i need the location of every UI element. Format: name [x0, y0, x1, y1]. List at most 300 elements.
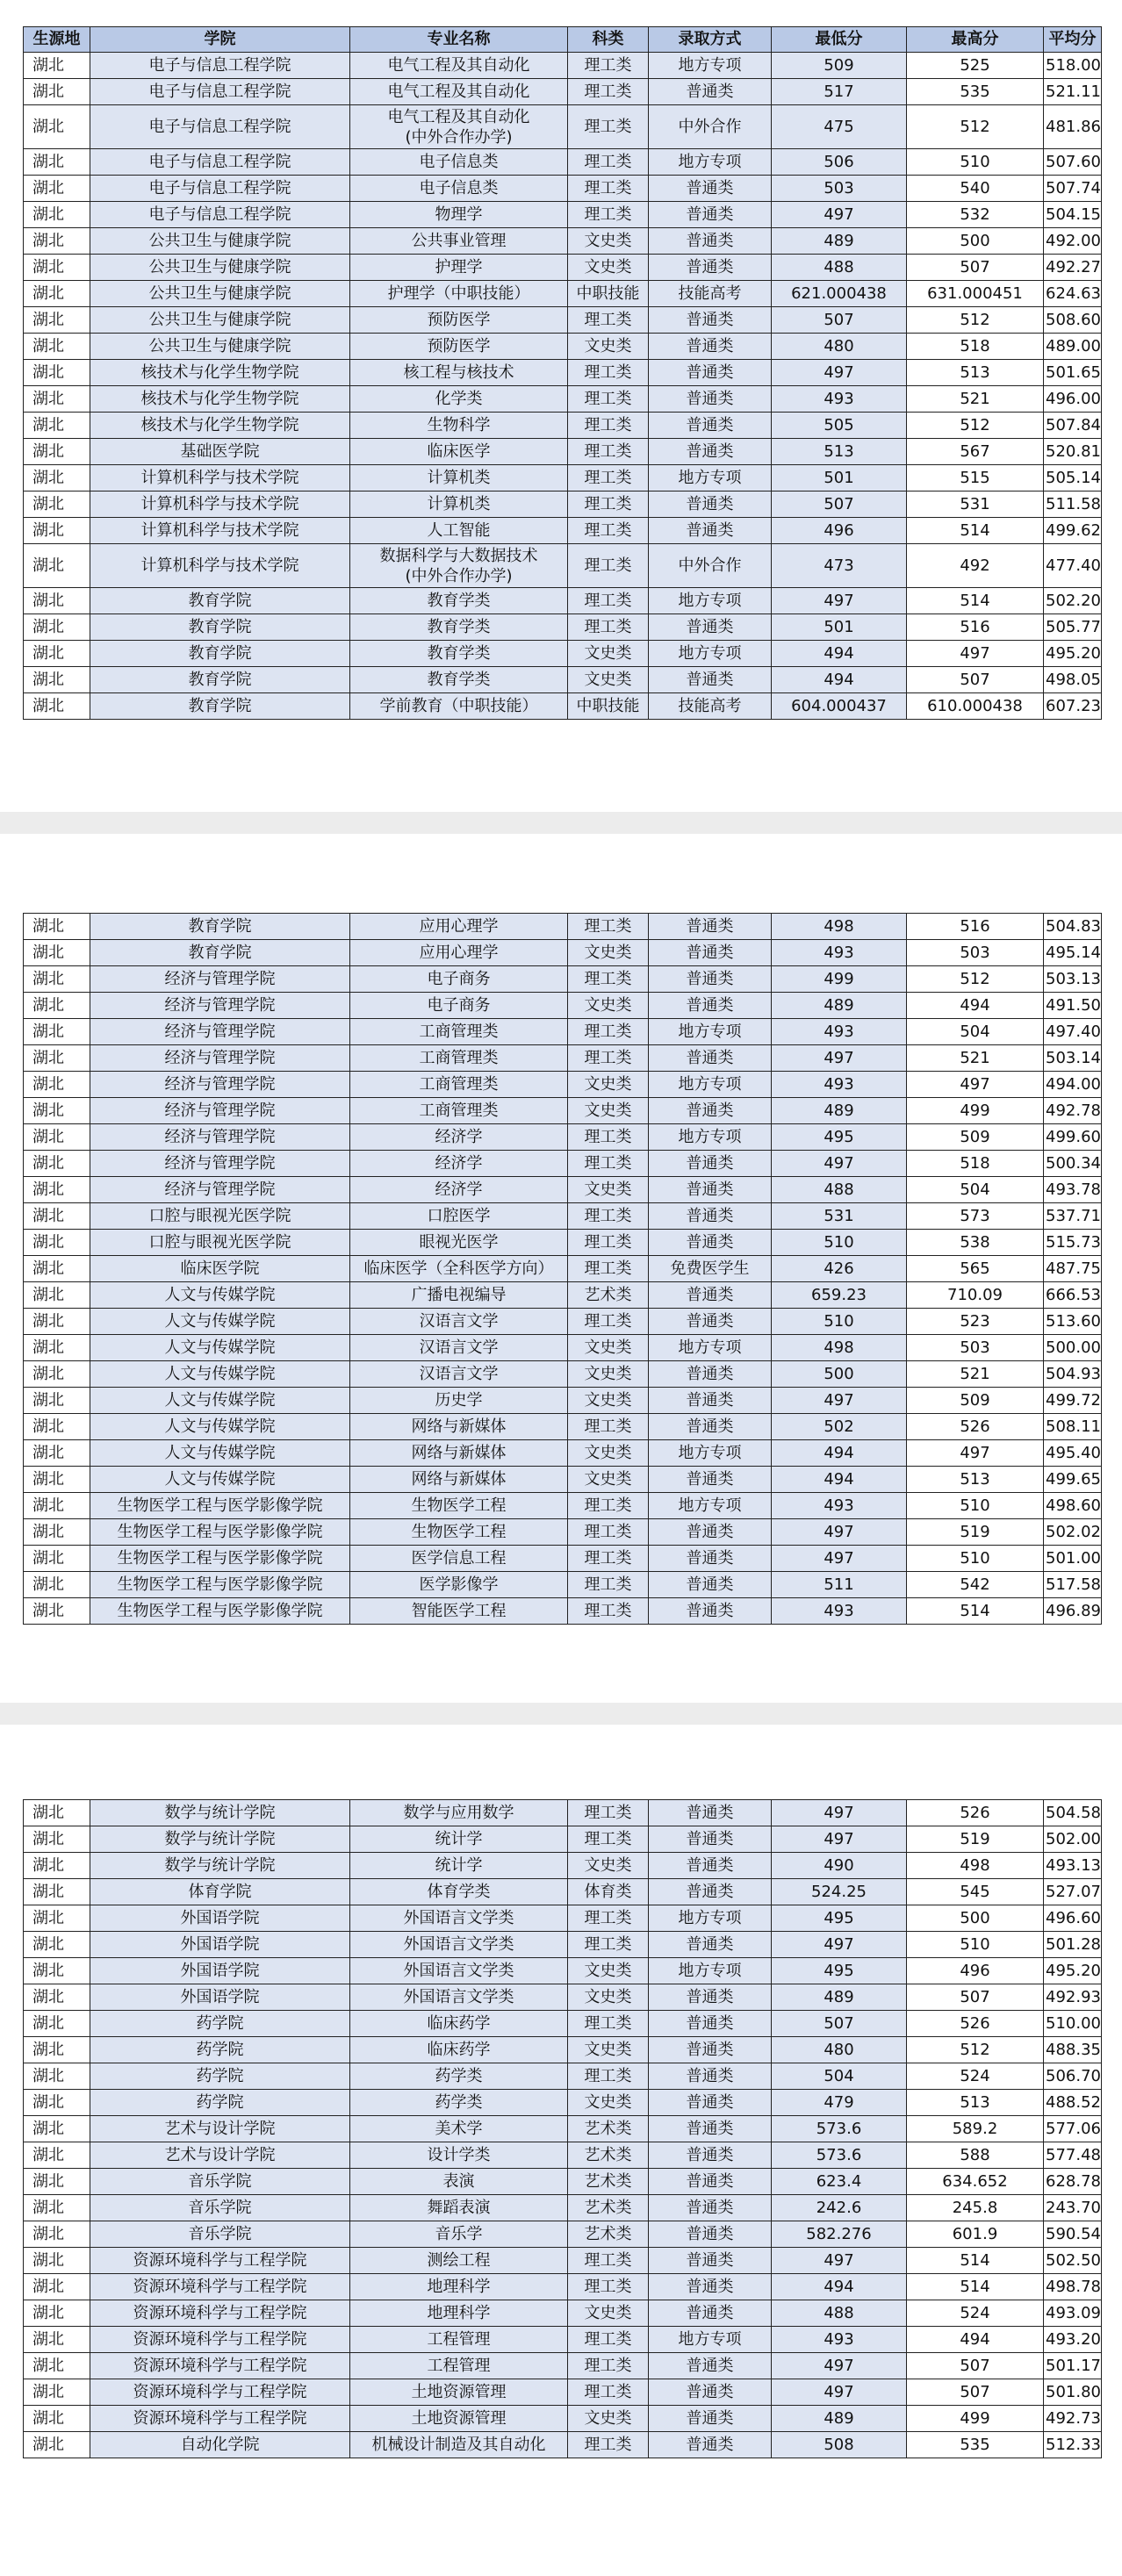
cell-max-score: 514	[907, 588, 1044, 614]
cell-category: 理工类	[568, 2379, 649, 2406]
cell-admission-type: 普通类	[649, 176, 772, 202]
cell-origin: 湖北	[24, 2011, 90, 2037]
cell-max-score: 567	[907, 439, 1044, 465]
cell-max-score: 542	[907, 1572, 1044, 1598]
cell-avg-score: 243.70	[1044, 2195, 1102, 2221]
cell-admission-type: 地方专项	[649, 641, 772, 667]
header-category: 科类	[568, 27, 649, 53]
cell-min-score: 507	[772, 492, 907, 518]
cell-college: 经济与管理学院	[90, 1019, 350, 1045]
table-row	[24, 614, 1102, 641]
cell-max-score: 610.000438	[907, 693, 1044, 720]
cell-major: 地理科学	[350, 2274, 568, 2300]
cell-min-score: 493	[772, 386, 907, 413]
table-row	[24, 2011, 1102, 2037]
table-row	[24, 149, 1102, 176]
cell-max-score: 498	[907, 1853, 1044, 1879]
cell-admission-type: 普通类	[649, 2142, 772, 2169]
cell-avg-score: 508.60	[1044, 307, 1102, 334]
cell-major: 数学与应用数学	[350, 1800, 568, 1826]
cell-admission-type: 普通类	[649, 2221, 772, 2248]
cell-origin: 湖北	[24, 2353, 90, 2379]
cell-origin: 湖北	[24, 993, 90, 1019]
cell-category: 理工类	[568, 465, 649, 492]
cell-college: 外国语学院	[90, 1905, 350, 1932]
cell-origin: 湖北	[24, 544, 90, 588]
cell-max-score: 513	[907, 2090, 1044, 2116]
cell-admission-type: 普通类	[649, 2432, 772, 2458]
cell-category: 艺术类	[568, 2221, 649, 2248]
page-1	[0, 0, 1122, 812]
cell-college: 资源环境科学与工程学院	[90, 2379, 350, 2406]
cell-admission-type: 普通类	[649, 1203, 772, 1230]
cell-college: 生物医学工程与医学影像学院	[90, 1572, 350, 1598]
table-row	[24, 465, 1102, 492]
cell-college: 核技术与化学生物学院	[90, 413, 350, 439]
cell-category: 理工类	[568, 439, 649, 465]
cell-avg-score: 493.78	[1044, 1177, 1102, 1203]
page-gap	[0, 812, 1122, 834]
cell-min-score: 513	[772, 439, 907, 465]
table-row	[24, 2406, 1102, 2432]
cell-max-score: 521	[907, 1045, 1044, 1072]
cell-major: 人工智能	[350, 518, 568, 544]
cell-avg-score: 577.48	[1044, 2142, 1102, 2169]
cell-origin: 湖北	[24, 1098, 90, 1124]
cell-major: 眼视光医学	[350, 1230, 568, 1256]
cell-category: 文史类	[568, 1177, 649, 1203]
cell-min-score: 489	[772, 993, 907, 1019]
cell-admission-type: 普通类	[649, 1177, 772, 1203]
cell-avg-score: 504.93	[1044, 1361, 1102, 1388]
cell-category: 理工类	[568, 1546, 649, 1572]
cell-category: 理工类	[568, 105, 649, 149]
cell-admission-type: 普通类	[649, 2274, 772, 2300]
cell-admission-type: 普通类	[649, 2195, 772, 2221]
cell-college: 经济与管理学院	[90, 1124, 350, 1151]
cell-major: 土地资源管理	[350, 2406, 568, 2432]
cell-min-score: 488	[772, 2300, 907, 2327]
cell-min-score: 497	[772, 1800, 907, 1826]
cell-category: 理工类	[568, 2063, 649, 2090]
cell-max-score: 634.652	[907, 2169, 1044, 2195]
cell-min-score: 497	[772, 588, 907, 614]
cell-min-score: 488	[772, 1177, 907, 1203]
cell-category: 理工类	[568, 1230, 649, 1256]
cell-min-score: 497	[772, 1519, 907, 1546]
cell-major: 汉语言文学	[350, 1361, 568, 1388]
cell-max-score: 504	[907, 1019, 1044, 1045]
cell-college: 数学与统计学院	[90, 1853, 350, 1879]
cell-admission-type: 普通类	[649, 1309, 772, 1335]
cell-college: 人文与传媒学院	[90, 1388, 350, 1414]
cell-max-score: 512	[907, 966, 1044, 993]
cell-avg-score: 624.63	[1044, 281, 1102, 307]
cell-max-score: 503	[907, 940, 1044, 966]
cell-category: 理工类	[568, 1800, 649, 1826]
cell-max-score: 531	[907, 492, 1044, 518]
cell-college: 计算机科学与技术学院	[90, 492, 350, 518]
header-college: 学院	[90, 27, 350, 53]
cell-major: 电气工程及其自动化	[350, 79, 568, 105]
cell-origin: 湖北	[24, 1598, 90, 1625]
cell-category: 中职技能	[568, 281, 649, 307]
cell-college: 生物医学工程与医学影像学院	[90, 1493, 350, 1519]
cell-major: 地理科学	[350, 2300, 568, 2327]
cell-origin: 湖北	[24, 641, 90, 667]
cell-college: 教育学院	[90, 641, 350, 667]
cell-origin: 湖北	[24, 360, 90, 386]
cell-avg-score: 504.58	[1044, 1800, 1102, 1826]
cell-avg-score: 504.83	[1044, 914, 1102, 940]
cell-admission-type: 普通类	[649, 1932, 772, 1958]
cell-college: 公共卫生与健康学院	[90, 255, 350, 281]
table-row	[24, 439, 1102, 465]
table-row	[24, 360, 1102, 386]
cell-admission-type: 普通类	[649, 1282, 772, 1309]
cell-college: 电子与信息工程学院	[90, 105, 350, 149]
cell-min-score: 531	[772, 1203, 907, 1230]
cell-admission-type: 普通类	[649, 966, 772, 993]
cell-min-score: 497	[772, 1151, 907, 1177]
cell-min-score: 507	[772, 307, 907, 334]
cell-origin: 湖北	[24, 2090, 90, 2116]
table-row	[24, 1045, 1102, 1072]
cell-college: 药学院	[90, 2011, 350, 2037]
cell-origin: 湖北	[24, 588, 90, 614]
table-row	[24, 2432, 1102, 2458]
cell-admission-type: 技能高考	[649, 693, 772, 720]
cell-college: 艺术与设计学院	[90, 2116, 350, 2142]
cell-category: 文史类	[568, 1984, 649, 2011]
cell-origin: 湖北	[24, 1124, 90, 1151]
cell-origin: 湖北	[24, 2037, 90, 2063]
cell-category: 文史类	[568, 1853, 649, 1879]
header-avg-score: 平均分	[1044, 27, 1102, 53]
cell-max-score: 512	[907, 105, 1044, 149]
cell-max-score: 507	[907, 2379, 1044, 2406]
cell-avg-score: 489.00	[1044, 334, 1102, 360]
cell-major: 测绘工程	[350, 2248, 568, 2274]
cell-major: 数据科学与大数据技术 (中外合作办学)	[350, 544, 568, 588]
cell-max-score: 524	[907, 2063, 1044, 2090]
cell-admission-type: 普通类	[649, 1388, 772, 1414]
cell-avg-score: 502.50	[1044, 2248, 1102, 2274]
cell-major: 电气工程及其自动化	[350, 53, 568, 79]
cell-admission-type: 普通类	[649, 2090, 772, 2116]
cell-category: 理工类	[568, 492, 649, 518]
cell-avg-score: 501.65	[1044, 360, 1102, 386]
cell-admission-type: 中外合作	[649, 105, 772, 149]
cell-max-score: 521	[907, 386, 1044, 413]
cell-avg-score: 500.00	[1044, 1335, 1102, 1361]
cell-college: 人文与传媒学院	[90, 1361, 350, 1388]
cell-min-score: 501	[772, 614, 907, 641]
cell-origin: 湖北	[24, 1414, 90, 1440]
table-row	[24, 2037, 1102, 2063]
cell-college: 核技术与化学生物学院	[90, 386, 350, 413]
cell-min-score: 573.6	[772, 2116, 907, 2142]
cell-min-score: 524.25	[772, 1879, 907, 1905]
cell-max-score: 519	[907, 1826, 1044, 1853]
cell-major: 统计学	[350, 1826, 568, 1853]
cell-college: 资源环境科学与工程学院	[90, 2248, 350, 2274]
cell-college: 资源环境科学与工程学院	[90, 2274, 350, 2300]
cell-college: 自动化学院	[90, 2432, 350, 2458]
cell-category: 理工类	[568, 1124, 649, 1151]
cell-admission-type: 地方专项	[649, 149, 772, 176]
cell-category: 理工类	[568, 1519, 649, 1546]
cell-origin: 湖北	[24, 940, 90, 966]
cell-origin: 湖北	[24, 1230, 90, 1256]
cell-max-score: 497	[907, 641, 1044, 667]
cell-college: 药学院	[90, 2090, 350, 2116]
cell-avg-score: 501.28	[1044, 1932, 1102, 1958]
cell-min-score: 489	[772, 2406, 907, 2432]
cell-min-score: 498	[772, 1335, 907, 1361]
cell-min-score: 494	[772, 667, 907, 693]
cell-max-score: 507	[907, 2353, 1044, 2379]
cell-major: 广播电视编导	[350, 1282, 568, 1309]
cell-avg-score: 495.20	[1044, 1958, 1102, 1984]
table-row	[24, 1598, 1102, 1625]
cell-admission-type: 普通类	[649, 940, 772, 966]
cell-major: 临床药学	[350, 2037, 568, 2063]
cell-avg-score: 502.00	[1044, 1826, 1102, 1853]
cell-college: 体育学院	[90, 1879, 350, 1905]
cell-max-score: 532	[907, 202, 1044, 228]
cell-origin: 湖北	[24, 2432, 90, 2458]
cell-min-score: 510	[772, 1230, 907, 1256]
cell-avg-score: 481.86	[1044, 105, 1102, 149]
cell-min-score: 500	[772, 1361, 907, 1388]
cell-college: 人文与传媒学院	[90, 1414, 350, 1440]
cell-avg-score: 507.74	[1044, 176, 1102, 202]
table-row	[24, 1932, 1102, 1958]
cell-origin: 湖北	[24, 439, 90, 465]
cell-major: 体育学类	[350, 1879, 568, 1905]
cell-college: 教育学院	[90, 588, 350, 614]
cell-origin: 湖北	[24, 2248, 90, 2274]
cell-avg-score: 501.80	[1044, 2379, 1102, 2406]
cell-min-score: 623.4	[772, 2169, 907, 2195]
cell-admission-type: 普通类	[649, 1045, 772, 1072]
cell-max-score: 497	[907, 1440, 1044, 1467]
cell-min-score: 494	[772, 1467, 907, 1493]
cell-avg-score: 510.00	[1044, 2011, 1102, 2037]
cell-major: 临床药学	[350, 2011, 568, 2037]
cell-max-score: 518	[907, 334, 1044, 360]
cell-origin: 湖北	[24, 149, 90, 176]
cell-major: 护理学	[350, 255, 568, 281]
cell-min-score: 497	[772, 2248, 907, 2274]
cell-origin: 湖北	[24, 1853, 90, 1879]
cell-college: 音乐学院	[90, 2169, 350, 2195]
cell-min-score: 505	[772, 413, 907, 439]
cell-min-score: 510	[772, 1309, 907, 1335]
cell-origin: 湖北	[24, 2379, 90, 2406]
cell-min-score: 493	[772, 1493, 907, 1519]
cell-min-score: 490	[772, 1853, 907, 1879]
cell-max-score: 494	[907, 993, 1044, 1019]
cell-admission-type: 中外合作	[649, 544, 772, 588]
cell-min-score: 502	[772, 1414, 907, 1440]
cell-college: 计算机科学与技术学院	[90, 544, 350, 588]
header-min-score: 最低分	[772, 27, 907, 53]
table-row	[24, 993, 1102, 1019]
cell-max-score: 589.2	[907, 2116, 1044, 2142]
cell-max-score: 492	[907, 544, 1044, 588]
cell-avg-score: 507.84	[1044, 413, 1102, 439]
cell-avg-score: 590.54	[1044, 2221, 1102, 2248]
cell-avg-score: 492.73	[1044, 2406, 1102, 2432]
cell-category: 文史类	[568, 2037, 649, 2063]
cell-admission-type: 普通类	[649, 202, 772, 228]
cell-admission-type: 普通类	[649, 914, 772, 940]
cell-admission-type: 地方专项	[649, 1905, 772, 1932]
cell-origin: 湖北	[24, 2221, 90, 2248]
cell-min-score: 498	[772, 914, 907, 940]
cell-admission-type: 地方专项	[649, 465, 772, 492]
cell-college: 外国语学院	[90, 1932, 350, 1958]
cell-major: 教育学类	[350, 641, 568, 667]
cell-max-score: 523	[907, 1309, 1044, 1335]
cell-origin: 湖北	[24, 518, 90, 544]
table-row	[24, 1177, 1102, 1203]
cell-max-score: 521	[907, 1361, 1044, 1388]
table-row	[24, 1958, 1102, 1984]
cell-origin: 湖北	[24, 1800, 90, 1826]
table-row	[24, 386, 1102, 413]
cell-category: 理工类	[568, 1414, 649, 1440]
cell-major: 学前教育（中职技能）	[350, 693, 568, 720]
cell-admission-type: 地方专项	[649, 1335, 772, 1361]
cell-origin: 湖北	[24, 1932, 90, 1958]
table-row	[24, 1151, 1102, 1177]
cell-major: 预防医学	[350, 334, 568, 360]
cell-avg-score: 537.71	[1044, 1203, 1102, 1230]
cell-college: 艺术与设计学院	[90, 2142, 350, 2169]
page-gap	[0, 1703, 1122, 1725]
cell-min-score: 493	[772, 1019, 907, 1045]
score-table-3	[23, 1799, 1102, 2458]
cell-avg-score: 492.78	[1044, 1098, 1102, 1124]
cell-origin: 湖北	[24, 1546, 90, 1572]
cell-min-score: 493	[772, 1072, 907, 1098]
cell-college: 外国语学院	[90, 1958, 350, 1984]
cell-major: 口腔医学	[350, 1203, 568, 1230]
table-row	[24, 1361, 1102, 1388]
cell-min-score: 473	[772, 544, 907, 588]
cell-avg-score: 499.72	[1044, 1388, 1102, 1414]
cell-avg-score: 502.20	[1044, 588, 1102, 614]
cell-major: 计算机类	[350, 465, 568, 492]
cell-avg-score: 666.53	[1044, 1282, 1102, 1309]
table-row	[24, 53, 1102, 79]
cell-admission-type: 普通类	[649, 334, 772, 360]
cell-college: 经济与管理学院	[90, 1072, 350, 1098]
cell-major: 汉语言文学	[350, 1335, 568, 1361]
cell-college: 电子与信息工程学院	[90, 53, 350, 79]
cell-major: 工程管理	[350, 2327, 568, 2353]
table-row	[24, 1414, 1102, 1440]
cell-origin: 湖北	[24, 667, 90, 693]
cell-avg-score: 577.06	[1044, 2116, 1102, 2142]
cell-avg-score: 506.70	[1044, 2063, 1102, 2090]
table-row	[24, 2116, 1102, 2142]
cell-admission-type: 普通类	[649, 614, 772, 641]
cell-max-score: 509	[907, 1124, 1044, 1151]
cell-origin: 湖北	[24, 1388, 90, 1414]
cell-category: 理工类	[568, 544, 649, 588]
cell-admission-type: 普通类	[649, 2406, 772, 2432]
cell-college: 数学与统计学院	[90, 1800, 350, 1826]
table-row	[24, 1203, 1102, 1230]
cell-origin: 湖北	[24, 2116, 90, 2142]
cell-admission-type: 免费医学生	[649, 1256, 772, 1282]
cell-max-score: 519	[907, 1519, 1044, 1546]
cell-min-score: 511	[772, 1572, 907, 1598]
cell-category: 文史类	[568, 2300, 649, 2327]
cell-origin: 湖北	[24, 1335, 90, 1361]
cell-major: 电子信息类	[350, 176, 568, 202]
cell-min-score: 503	[772, 176, 907, 202]
cell-origin: 湖北	[24, 1072, 90, 1098]
cell-origin: 湖北	[24, 1256, 90, 1282]
cell-max-score: 510	[907, 1932, 1044, 1958]
cell-max-score: 526	[907, 2011, 1044, 2037]
cell-avg-score: 488.52	[1044, 2090, 1102, 2116]
cell-max-score: 513	[907, 360, 1044, 386]
cell-max-score: 513	[907, 1467, 1044, 1493]
cell-major: 工商管理类	[350, 1098, 568, 1124]
cell-min-score: 488	[772, 255, 907, 281]
cell-category: 理工类	[568, 1256, 649, 1282]
cell-category: 理工类	[568, 1045, 649, 1072]
cell-max-score: 504	[907, 1177, 1044, 1203]
cell-min-score: 517	[772, 79, 907, 105]
header-major: 专业名称	[350, 27, 568, 53]
cell-max-score: 507	[907, 667, 1044, 693]
cell-origin: 湖北	[24, 1984, 90, 2011]
cell-avg-score: 498.05	[1044, 667, 1102, 693]
cell-origin: 湖北	[24, 255, 90, 281]
cell-min-score: 494	[772, 2274, 907, 2300]
cell-admission-type: 普通类	[649, 667, 772, 693]
cell-category: 艺术类	[568, 1282, 649, 1309]
cell-category: 艺术类	[568, 2116, 649, 2142]
cell-college: 口腔与眼视光医学院	[90, 1203, 350, 1230]
cell-college: 资源环境科学与工程学院	[90, 2406, 350, 2432]
cell-max-score: 516	[907, 614, 1044, 641]
cell-category: 理工类	[568, 1826, 649, 1853]
cell-major: 外国语言文学类	[350, 1984, 568, 2011]
cell-category: 理工类	[568, 914, 649, 940]
cell-admission-type: 普通类	[649, 1853, 772, 1879]
cell-avg-score: 503.13	[1044, 966, 1102, 993]
cell-origin: 湖北	[24, 2300, 90, 2327]
cell-category: 文史类	[568, 334, 649, 360]
cell-avg-score: 504.15	[1044, 202, 1102, 228]
cell-admission-type: 普通类	[649, 413, 772, 439]
cell-max-score: 573	[907, 1203, 1044, 1230]
cell-avg-score: 515.73	[1044, 1230, 1102, 1256]
cell-major: 美术学	[350, 2116, 568, 2142]
cell-admission-type: 普通类	[649, 1572, 772, 1598]
cell-college: 经济与管理学院	[90, 1045, 350, 1072]
cell-college: 经济与管理学院	[90, 1098, 350, 1124]
cell-origin: 湖北	[24, 2063, 90, 2090]
